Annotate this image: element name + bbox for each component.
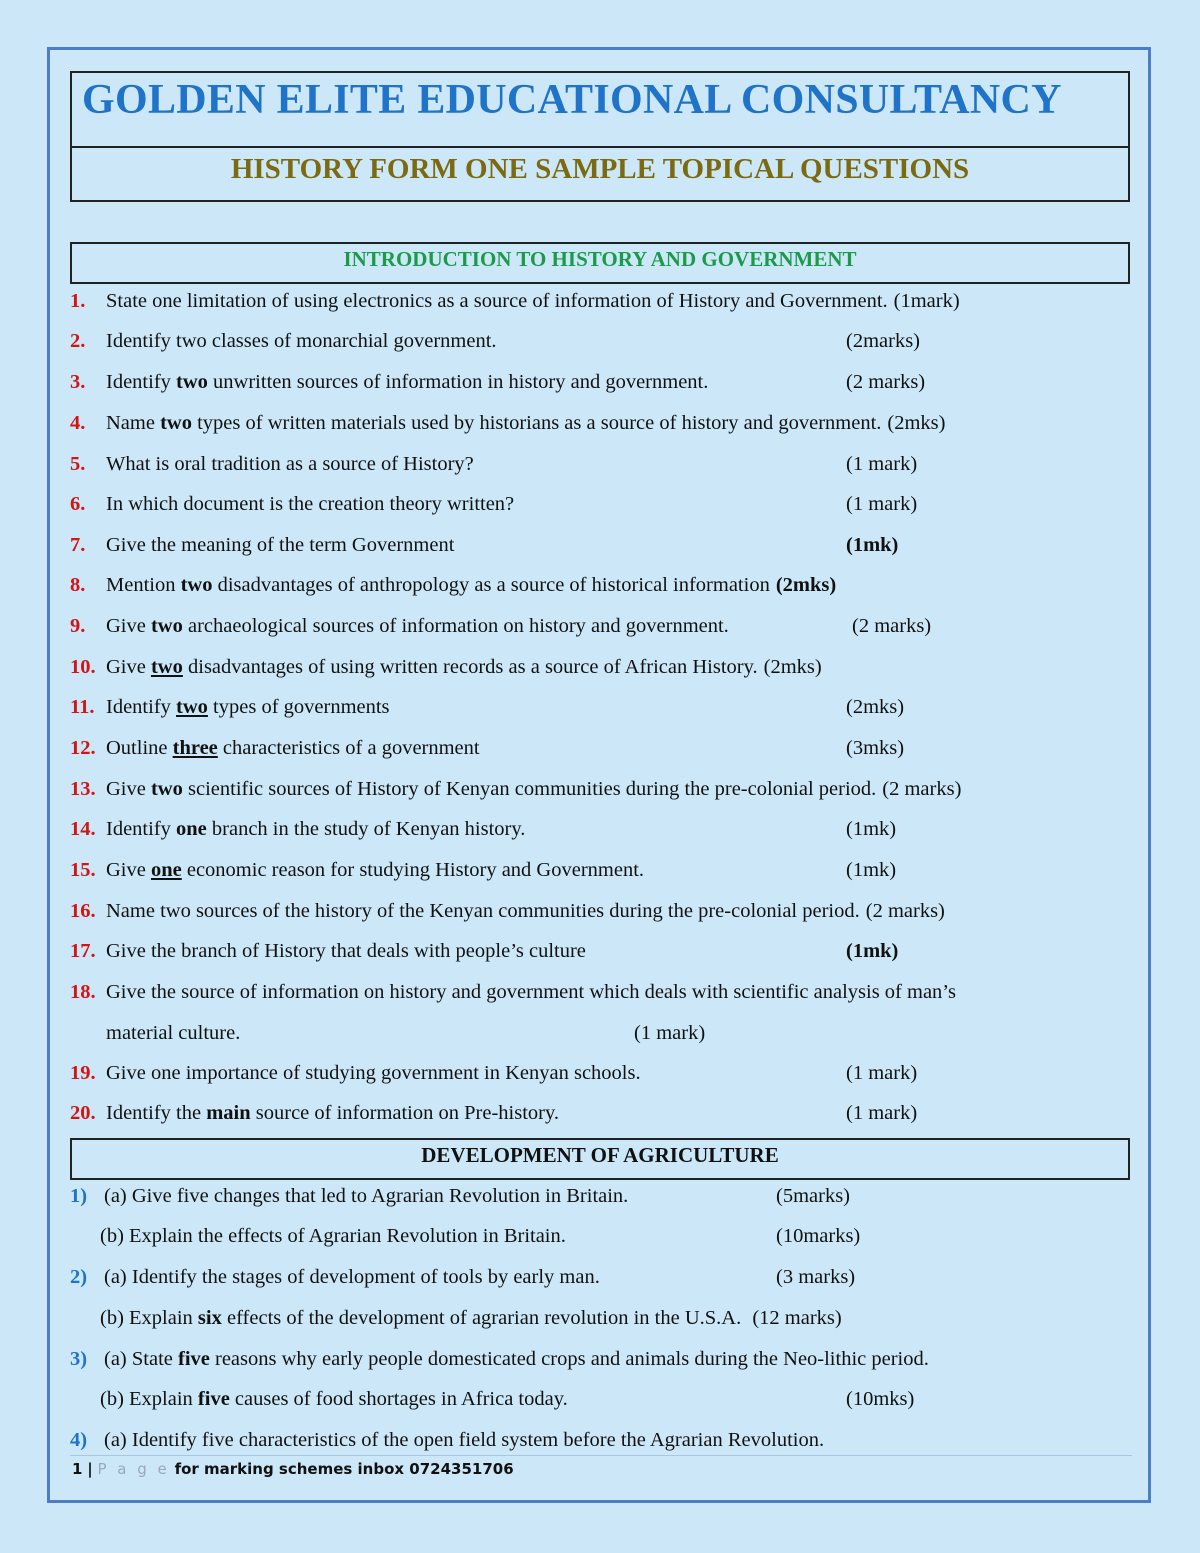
question-mark: (2mks): [775, 574, 837, 596]
question-mark: (3mks): [846, 737, 905, 759]
question-item-13: [70, 776, 1150, 802]
question-number: 1.: [70, 290, 86, 312]
question-item-11: [70, 694, 1150, 720]
question-number: 18.: [70, 981, 96, 1003]
question-number: 3): [70, 1348, 88, 1370]
question-item-18-cont: [70, 1020, 1150, 1046]
question-mark: (2marks): [846, 330, 921, 352]
question-number: 20.: [70, 1102, 96, 1124]
header-box: [70, 71, 1130, 202]
question-item-19: [70, 1060, 1150, 1086]
footer-note: for marking schemes inbox 0724351706: [174, 1460, 514, 1478]
question-mark: (1 mark): [846, 453, 918, 475]
question-number: 12.: [70, 737, 96, 759]
question-item-12: [70, 735, 1150, 761]
question-number: 1): [70, 1185, 88, 1207]
page-number: 1: [72, 1460, 83, 1478]
question-number: 8.: [70, 574, 86, 596]
question-text: characteristics of a government: [217, 737, 480, 759]
question-mark: (10marks): [776, 1225, 861, 1247]
agri-question-2b: [100, 1305, 842, 1331]
question-item-18: [70, 979, 1150, 1005]
question-text: unwritten sources of information in history and government.: [207, 371, 709, 393]
question-number: 5.: [70, 453, 86, 475]
emphasis: two: [176, 696, 208, 718]
emphasis: main: [206, 1102, 251, 1124]
question-mark: (2mks): [763, 656, 822, 678]
question-mark: (1mk): [846, 940, 899, 962]
question-item-3: [70, 369, 1150, 395]
emphasis: two: [150, 656, 183, 678]
emphasis: two: [160, 412, 192, 434]
question-item-5: [70, 451, 1150, 477]
question-number: 9.: [70, 615, 86, 637]
question-text: types of governments: [207, 696, 390, 718]
question-item-1: [70, 288, 1150, 314]
question-text: source of information on Pre-history.: [250, 1102, 560, 1124]
question-text: In which document is the creation theory written?: [106, 493, 515, 515]
question-number: 13.: [70, 778, 96, 800]
question-text: (a) Identify the stages of development of tools by early man.: [104, 1266, 600, 1288]
agri-question-1b: [100, 1223, 861, 1249]
question-mark: (1mk): [846, 818, 897, 840]
org-title: GOLDEN ELITE EDUCATIONAL CONSULTANCY: [82, 77, 1062, 123]
question-mark: (1mk): [846, 534, 899, 556]
question-text: Name two sources of the history of the Kenyan communities during the pre-colonial period.: [106, 900, 860, 922]
question-mark: (10mks): [846, 1388, 915, 1410]
question-number: 6.: [70, 493, 86, 515]
question-number: 2): [70, 1266, 88, 1288]
question-number: 10.: [70, 656, 96, 678]
question-mark: (2mks): [887, 412, 946, 434]
question-item-2: [70, 328, 1150, 354]
question-text: (b) Explain the effects of Agrarian Revolution in Britain.: [100, 1225, 566, 1247]
emphasis: two: [150, 615, 183, 637]
question-text: (a) Give five changes that led to Agrarian Revolution in Britain.: [104, 1185, 629, 1207]
question-number: 4): [70, 1429, 88, 1451]
question-mark: (2mks): [846, 696, 905, 718]
question-text: Identify: [106, 371, 177, 393]
question-text: Identify two classes of monarchial government.: [106, 330, 497, 352]
question-mark: (2 marks): [882, 778, 962, 800]
question-text: Give the source of information on history and government which deals with scientific analysis of man’s: [106, 981, 956, 1003]
question-text: (a) State: [104, 1348, 178, 1370]
question-item-6: [70, 491, 1150, 517]
question-item-8: [70, 572, 1150, 598]
agri-question-3b: [100, 1386, 915, 1412]
question-item-16: [70, 898, 1150, 924]
question-text: (b) Explain: [100, 1307, 198, 1329]
agri-question-1a: [70, 1183, 1150, 1209]
question-number: 3.: [70, 371, 86, 393]
page-footer: [72, 1460, 514, 1478]
question-text: disadvantages of using written records as a source of African History.: [182, 656, 758, 678]
question-text: Give the meaning of the term Government: [106, 534, 455, 556]
question-text: Outline: [106, 737, 173, 759]
question-number: 16.: [70, 900, 96, 922]
question-text: archaeological sources of information on history and government.: [182, 615, 729, 637]
question-mark: (1 mark): [846, 493, 918, 515]
question-text: types of written materials used by historians as a source of history and government.: [191, 412, 882, 434]
section-title-introduction: INTRODUCTION TO HISTORY AND GOVERNMENT: [70, 242, 1130, 284]
question-item-4: [70, 410, 1150, 436]
question-mark: (3 marks): [776, 1266, 856, 1288]
question-text: Identify: [106, 818, 177, 840]
question-text: reasons why early people domesticated crops and animals during the Neo-lithic period.: [209, 1348, 929, 1370]
question-text: causes of food shortages in Africa today.: [229, 1388, 568, 1410]
question-text: effects of the development of agrarian revolution in the U.S.A.: [221, 1307, 742, 1329]
question-text: Give one importance of studying government in Kenyan schools.: [106, 1062, 641, 1084]
emphasis: five: [178, 1348, 210, 1370]
question-text: Give: [106, 859, 151, 881]
question-text: disadvantages of anthropology as a source of historical information: [212, 574, 770, 596]
footer-rule: [70, 1455, 1132, 1456]
agri-question-2a: [70, 1264, 1150, 1290]
question-mark: (1 mark): [846, 1102, 918, 1124]
question-mark: (1 mark): [634, 1022, 706, 1044]
question-item-14: [70, 816, 1150, 842]
question-text: Give: [106, 656, 151, 678]
question-number: 15.: [70, 859, 96, 881]
header-divider: [72, 146, 1128, 148]
footer-separator: |: [87, 1460, 93, 1478]
question-text: (a) Identify five characteristics of the open field system before the Agrarian Revolution.: [104, 1429, 825, 1451]
emphasis: one: [150, 859, 182, 881]
question-item-10: [70, 654, 1150, 680]
question-text: Give: [106, 615, 151, 637]
emphasis: six: [197, 1307, 222, 1329]
emphasis: five: [197, 1388, 230, 1410]
question-number: 11.: [70, 696, 95, 718]
question-number: 17.: [70, 940, 96, 962]
question-item-20: [70, 1100, 1150, 1126]
emphasis: three: [172, 737, 218, 759]
doc-title: HISTORY FORM ONE SAMPLE TOPICAL QUESTIONS: [230, 153, 970, 185]
page-label: P a g e: [97, 1460, 170, 1478]
agri-question-3a: [70, 1346, 1150, 1372]
emphasis: two: [180, 574, 213, 596]
question-text: scientific sources of History of Kenyan communities during the pre-colonial period.: [182, 778, 877, 800]
section-title-agriculture: DEVELOPMENT OF AGRICULTURE: [70, 1138, 1130, 1180]
question-item-15: [70, 857, 1150, 883]
question-text: Give: [106, 778, 151, 800]
question-text: State one limitation of using electronics as a source of information of History and Government.: [106, 290, 888, 312]
question-text: branch in the study of Kenyan history.: [206, 818, 526, 840]
question-mark: (2 marks): [852, 615, 932, 637]
question-mark: (2 marks): [846, 371, 926, 393]
question-number: 2.: [70, 330, 86, 352]
question-number: 14.: [70, 818, 96, 840]
question-number: 7.: [70, 534, 86, 556]
question-number: 4.: [70, 412, 86, 434]
question-mark: (1mk): [846, 859, 897, 881]
question-mark: (2 marks): [865, 900, 945, 922]
question-mark: (12 marks): [752, 1307, 842, 1329]
question-item-7: [70, 532, 1150, 558]
emphasis: one: [176, 818, 207, 840]
question-text: material culture.: [106, 1022, 241, 1044]
question-text: (b) Explain: [100, 1388, 198, 1410]
question-text: What is oral tradition as a source of History?: [106, 453, 474, 475]
question-mark: (1mark): [893, 290, 960, 312]
question-text: Identify the: [106, 1102, 207, 1124]
question-number: 19.: [70, 1062, 96, 1084]
question-mark: (5marks): [776, 1185, 851, 1207]
question-text: Name: [106, 412, 161, 434]
question-item-17: [70, 938, 1150, 964]
emphasis: two: [150, 778, 183, 800]
agri-question-4a: [70, 1427, 1150, 1453]
question-mark: (1 mark): [846, 1062, 918, 1084]
question-text: Identify: [106, 696, 177, 718]
emphasis: two: [176, 371, 208, 393]
question-item-9: [70, 613, 1150, 639]
question-text: economic reason for studying History and Government.: [181, 859, 645, 881]
question-text: Give the branch of History that deals with people’s culture: [106, 940, 586, 962]
question-text: Mention: [106, 574, 181, 596]
